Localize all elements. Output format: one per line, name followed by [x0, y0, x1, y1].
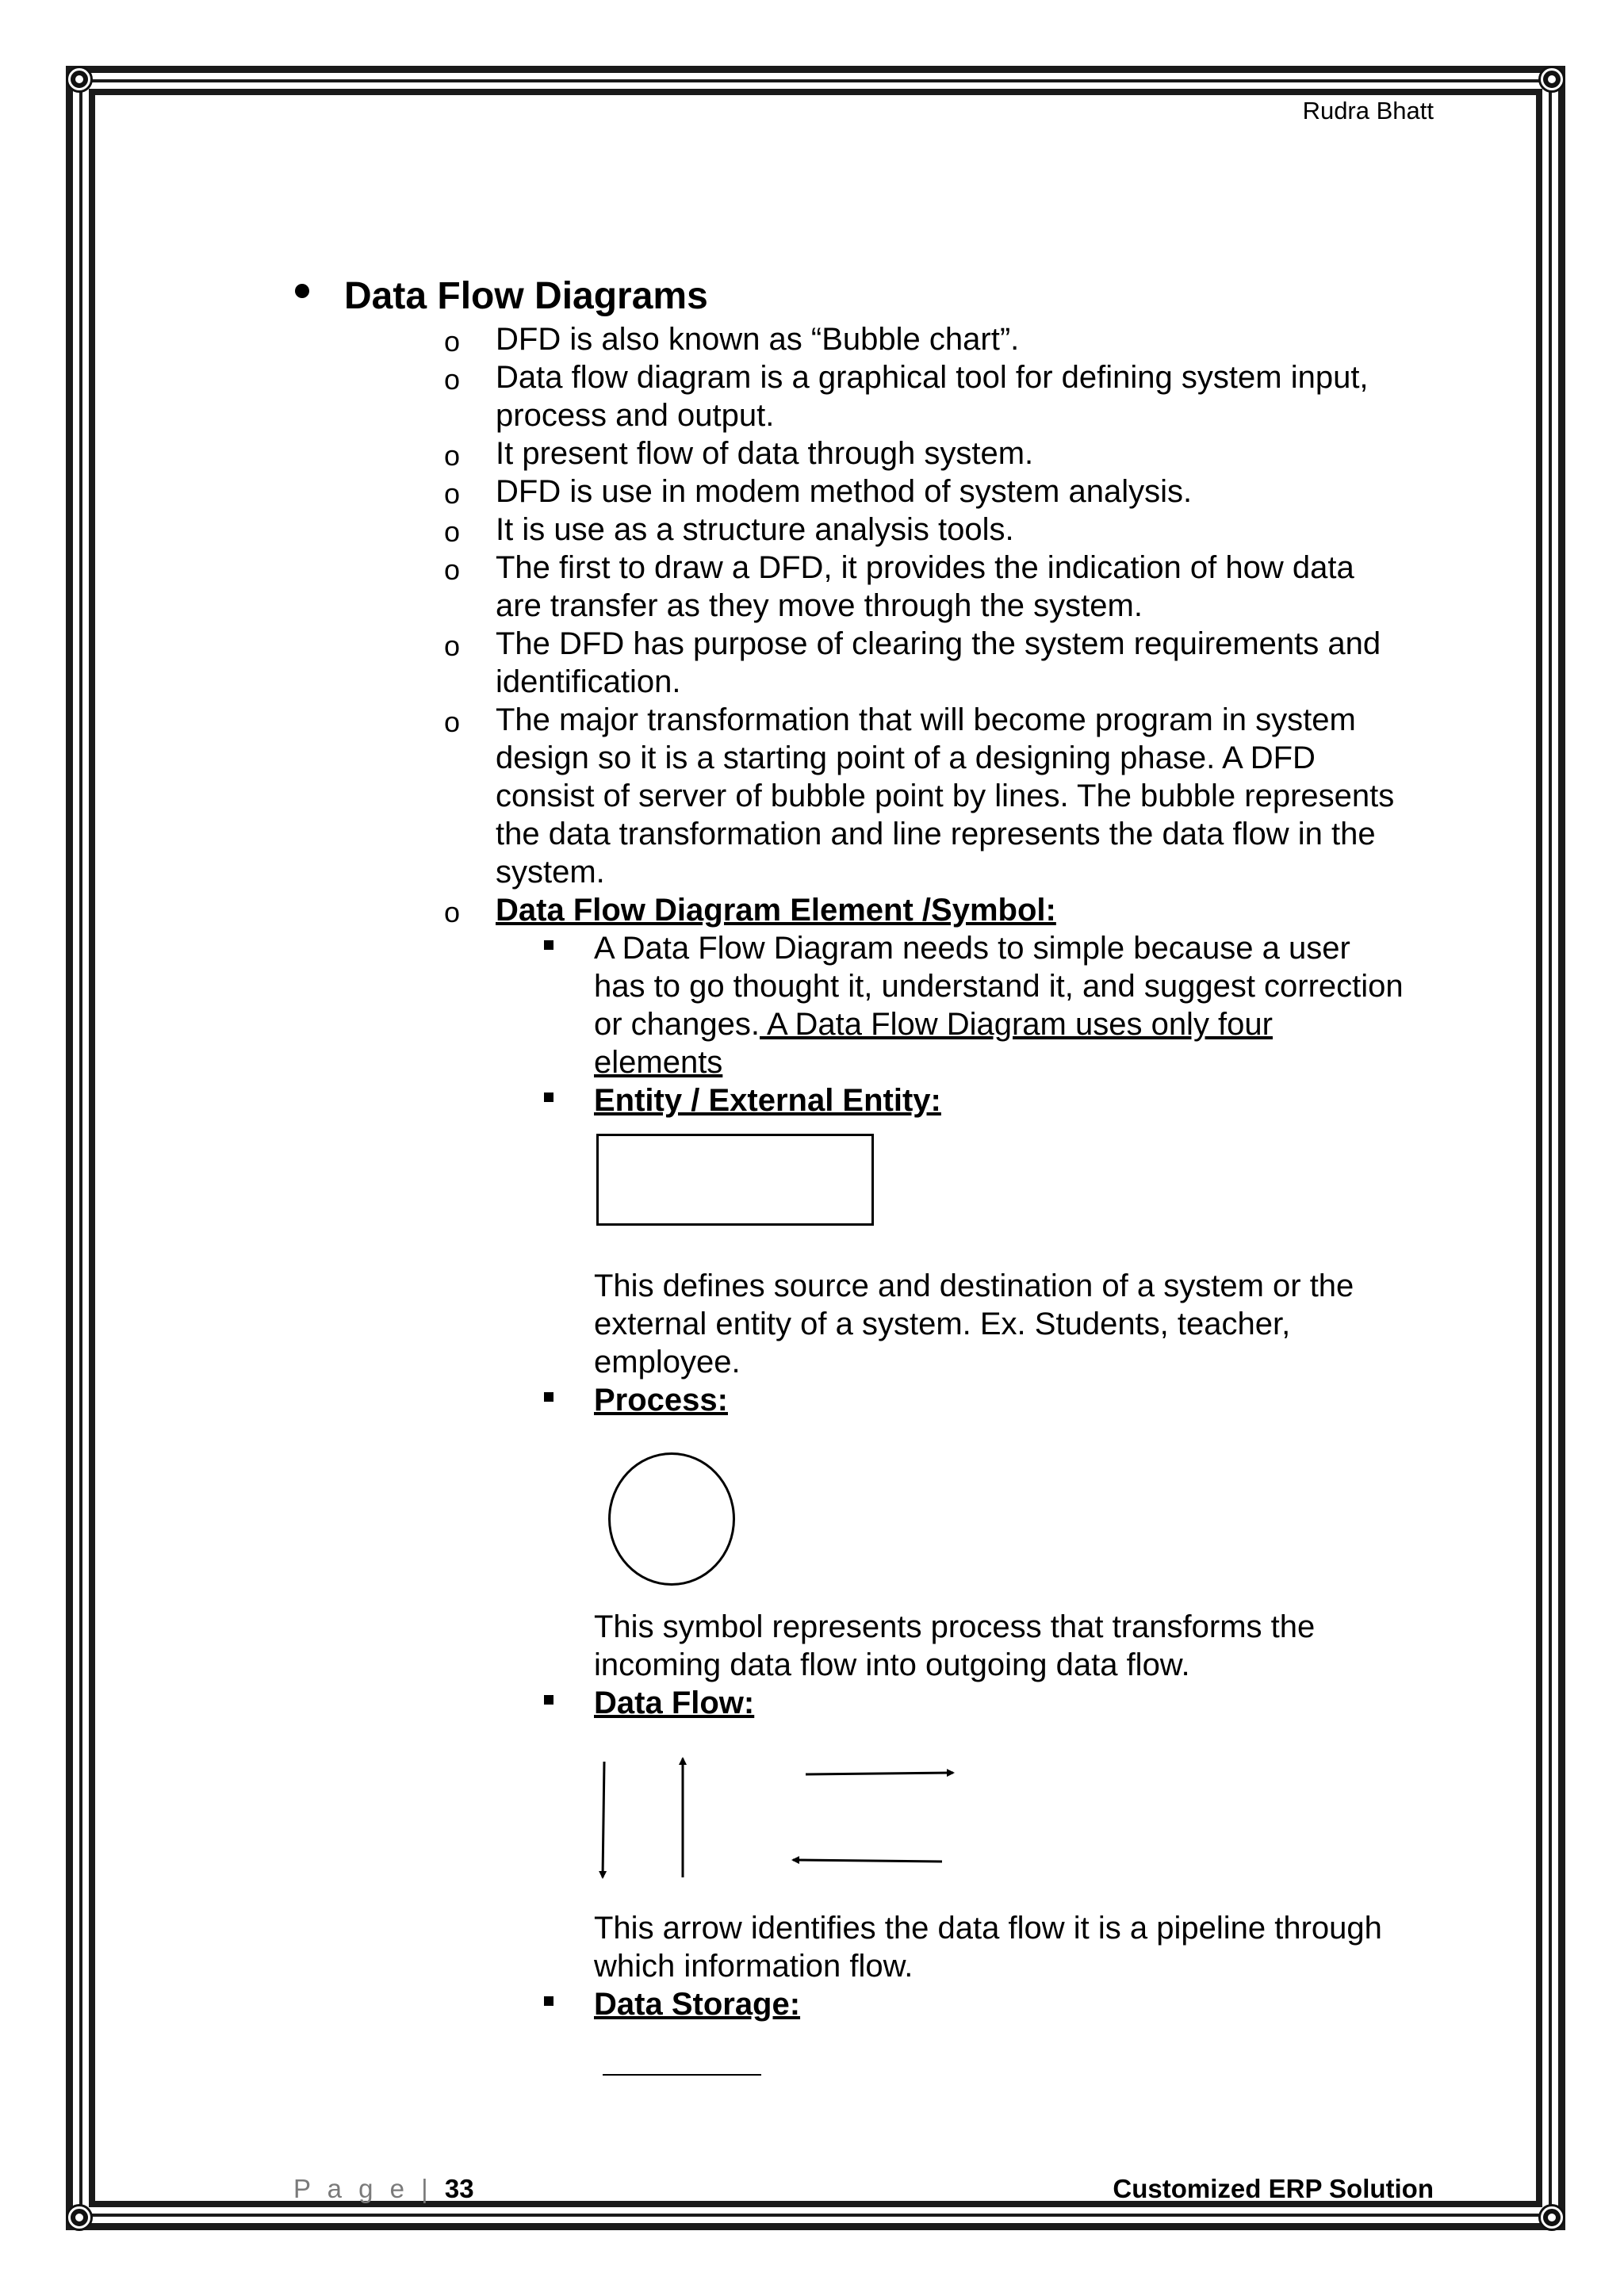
footer-title: Customized ERP Solution: [1113, 2174, 1434, 2203]
border-corner-ornament: [68, 68, 90, 90]
circle-bullet-icon: o: [444, 439, 461, 472]
border-corner-ornament: [68, 2206, 90, 2229]
circle-bullet-icon: o: [444, 325, 461, 358]
circle-bullet-icon: o: [444, 896, 461, 928]
list-item: The first to draw a DFD, it provides the indication of how data: [496, 550, 1354, 585]
footer-page-label: P a g e |: [293, 2174, 445, 2203]
arrow-left-icon: [793, 1860, 942, 1862]
square-bullet-icon: [544, 1996, 553, 2006]
intro-line: A Data Flow Diagram needs to simple because a user: [594, 931, 1350, 966]
intro-underlined-text: A Data Flow Diagram uses only four: [760, 1007, 1273, 1042]
list-item: It is use as a structure analysis tools.: [496, 512, 1014, 547]
list-item: Data flow diagram is a graphical tool for defining system input,: [496, 360, 1369, 395]
list-item: The major transformation that will become program in system: [496, 702, 1356, 737]
footer-page-number: [293, 2174, 474, 2204]
square-bullet-icon: [544, 940, 553, 950]
arrow-right-icon: [806, 1773, 953, 1774]
border-corner-ornament: [1541, 2206, 1563, 2229]
entity-heading: Entity / External Entity:: [594, 1083, 941, 1118]
dataflow-heading: Data Flow:: [594, 1686, 755, 1720]
circle-bullet-icon: o: [444, 515, 461, 548]
list-item: DFD is use in modem method of system analysis.: [496, 474, 1193, 509]
square-bullet-icon: [544, 1093, 553, 1102]
entity-desc-line: employee.: [594, 1345, 741, 1380]
entity-desc-line: This defines source and destination of a system or the: [594, 1269, 1354, 1303]
list-item-continued: consist of server of bubble point by lines. The bubble represents: [496, 779, 1395, 813]
dataflow-desc-line: which information flow.: [594, 1949, 914, 1984]
square-bullet-icon: [544, 1392, 553, 1402]
header-author: Rudra Bhatt: [1302, 97, 1434, 124]
intro-line: elements: [594, 1045, 723, 1080]
list-item-continued: design so it is a starting point of a designing phase. A DFD: [496, 740, 1316, 775]
list-item-continued: identification.: [496, 664, 681, 699]
circle-bullet-icon: o: [444, 629, 461, 662]
square-bullet-icon: [544, 1695, 553, 1705]
process-desc-line: incoming data flow into outgoing data flow.: [594, 1647, 1190, 1682]
list-item: The DFD has purpose of clearing the system requirements and: [496, 626, 1381, 661]
list-item-continued: process and output.: [496, 398, 775, 433]
data-store-line-symbol: [603, 2074, 761, 2076]
bullet-icon: [295, 284, 309, 298]
border-corner-ornament: [1541, 68, 1563, 90]
circle-bullet-icon: o: [444, 363, 461, 396]
data-flow-arrows-symbol: [587, 1744, 967, 1879]
entity-desc-line: external entity of a system. Ex. Students, teacher,: [594, 1307, 1291, 1341]
process-desc-line: This symbol represents process that transforms the: [594, 1609, 1316, 1644]
arrow-down-icon: [603, 1762, 604, 1877]
circle-bullet-icon: o: [444, 477, 461, 510]
intro-text: or changes.: [594, 1007, 760, 1042]
circle-bullet-icon: o: [444, 706, 461, 738]
dataflow-desc-line: This arrow identifies the data flow it is a pipeline through: [594, 1911, 1382, 1946]
circle-bullet-icon: o: [444, 553, 461, 586]
process-heading: Process:: [594, 1383, 728, 1418]
process-circle-symbol: [608, 1452, 735, 1586]
list-item: It present flow of data through system.: [496, 436, 1034, 471]
elements-heading: Data Flow Diagram Element /Symbol:: [496, 893, 1056, 928]
page-number: 33: [444, 2174, 474, 2203]
section-title: Data Flow Diagrams: [344, 275, 708, 317]
intro-line: [594, 1005, 1273, 1043]
list-item-continued: are transfer as they move through the system.: [496, 588, 1143, 623]
list-item-continued: the data transformation and line represents the data flow in the: [496, 817, 1376, 851]
list-item: DFD is also known as “Bubble chart”.: [496, 322, 1020, 357]
storage-heading: Data Storage:: [594, 1987, 801, 2022]
entity-rectangle-symbol: [596, 1134, 874, 1226]
list-item-continued: system.: [496, 855, 605, 890]
intro-line: has to go thought it, understand it, and suggest correction: [594, 969, 1404, 1004]
